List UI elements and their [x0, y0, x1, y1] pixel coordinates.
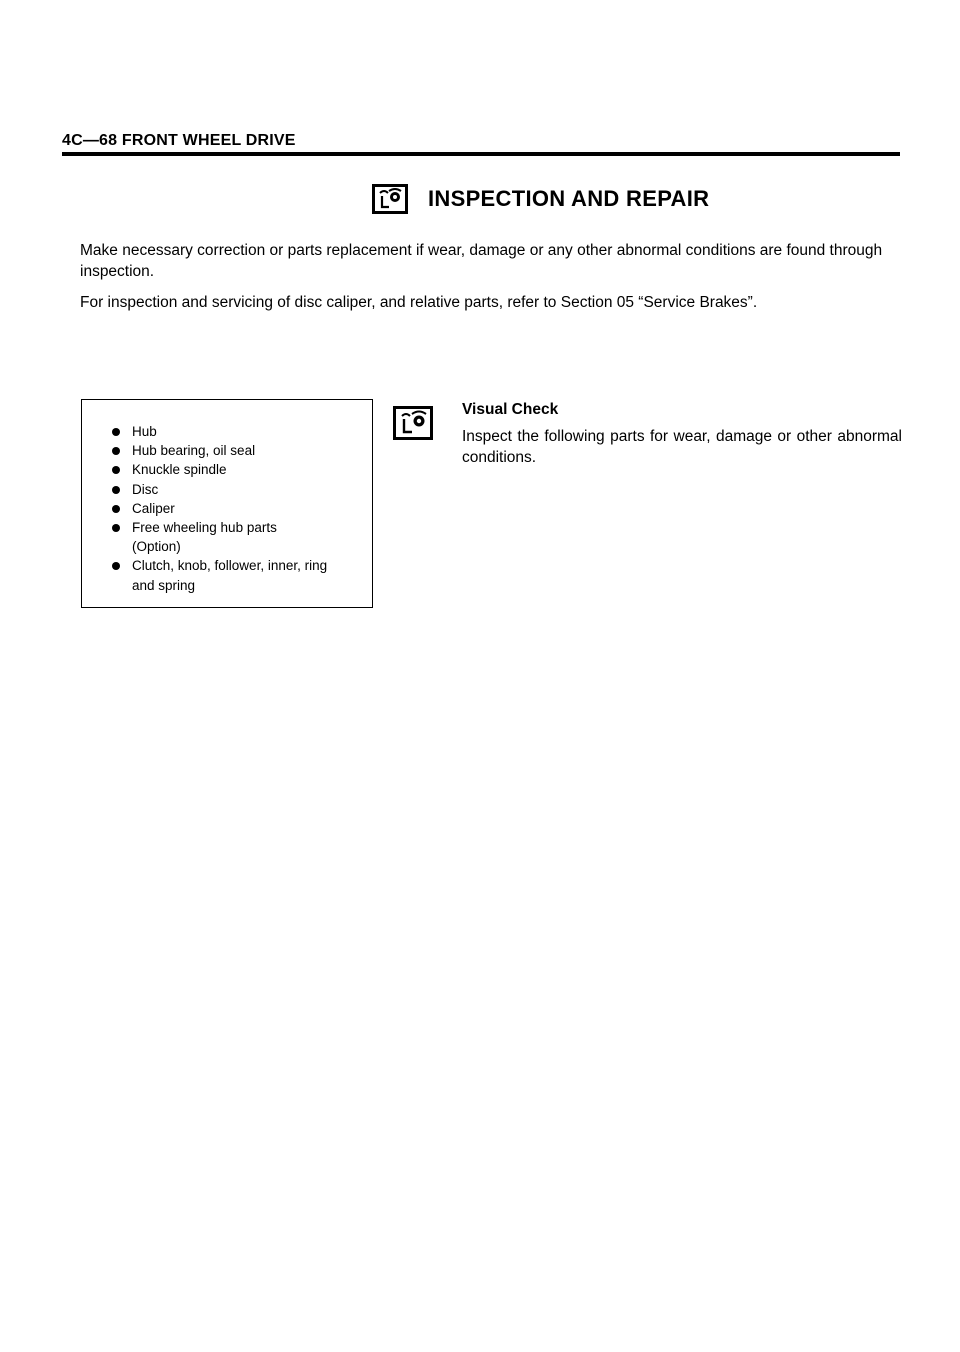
inspection-icon — [393, 406, 433, 440]
intro-paragraph: For inspection and servicing of disc caliper, and relative parts, refer to Section 05 “Service Brakes”. — [80, 294, 758, 311]
section-title: INSPECTION AND REPAIR — [428, 186, 710, 211]
bullet-icon — [112, 524, 120, 532]
list-item-label: Knuckle spindle — [132, 462, 227, 478]
parts-list — [82, 400, 372, 595]
list-item — [112, 480, 372, 499]
list-item — [112, 499, 372, 518]
intro-paragraph: Make necessary correction or parts replacement if wear, damage or any other abnormal conditions are found through inspection. — [80, 242, 883, 280]
list-item — [112, 460, 372, 479]
parts-list-box — [81, 399, 373, 608]
list-item-label: Hub — [132, 424, 157, 439]
header-rule — [62, 152, 900, 156]
list-item-label: Clutch, knob, follower, inner, ring and spring — [132, 558, 328, 593]
section-heading — [372, 184, 709, 214]
visual-check-title: Visual Check — [462, 401, 559, 418]
list-item — [112, 422, 372, 441]
bullet-icon — [112, 447, 120, 455]
list-item — [112, 556, 342, 594]
visual-check-text: Inspect the following parts for wear, damage or other abnormal conditions. — [462, 428, 902, 466]
bullet-icon — [112, 466, 120, 474]
intro-text — [80, 240, 902, 323]
list-item-label: Free wheeling hub parts (Option) — [132, 520, 277, 555]
list-item-label: Hub bearing, oil seal — [132, 443, 256, 459]
bullet-icon — [112, 428, 120, 436]
list-item-label: Caliper — [132, 500, 175, 516]
bullet-icon — [112, 486, 120, 494]
bullet-icon — [112, 505, 120, 513]
list-item-label: Disc — [132, 481, 159, 497]
page-header: 4C—68 FRONT WHEEL DRIVE — [62, 132, 296, 149]
list-item — [112, 518, 322, 556]
inspection-icon — [372, 184, 408, 214]
bullet-icon — [112, 562, 120, 570]
list-item — [112, 441, 372, 460]
